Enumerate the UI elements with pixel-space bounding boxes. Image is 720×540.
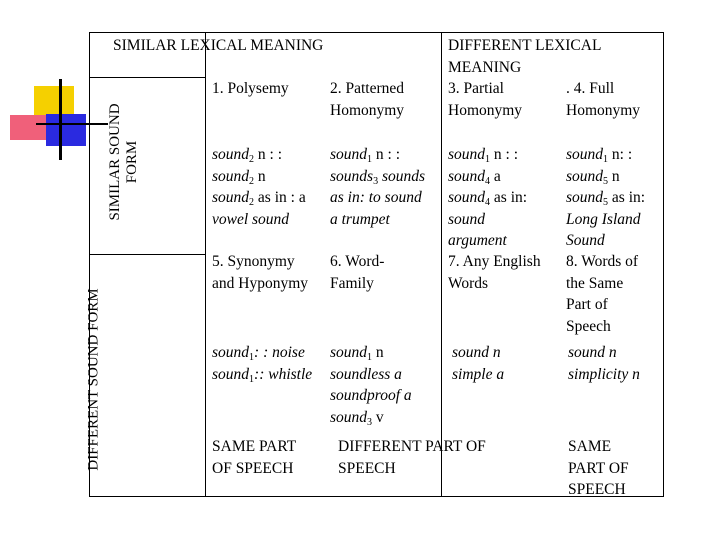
decorative-pink-square	[10, 115, 50, 140]
example-synonymy: sound$_1$: : noise sound$_1$:: whistle	[212, 344, 313, 385]
category-patterned-homonymy: 2. Patterned Homonymy	[330, 80, 405, 119]
example-words-same-part: sound n simplicity n	[568, 344, 640, 383]
category-same-part-of-speech: 8. Words of the Same Part of Speech	[566, 253, 639, 335]
decorative-horizontal-rule	[36, 123, 108, 125]
category-any-english-words: 7. Any English Words	[448, 253, 541, 292]
category-polysemy: 1. Polysemy	[212, 80, 289, 97]
example-polysemy: sound$_2$ n : : sound$_2$ n sound$_2$ as in : a vowel sound	[212, 146, 306, 228]
example-any-english-words: sound n simple a	[452, 344, 505, 383]
footer-different-part-of-speech: DIFFERENT PART OF SPEECH	[338, 438, 486, 477]
example-patterned-homonymy: sound$_1$ n : : sounds$_3$ sounds as in: to sound a trumpet	[330, 146, 426, 228]
example-partial-homonymy: sound$_1$ n : : sound$_4$ a sound$_4$ as in: sound argument	[448, 146, 528, 250]
category-partial-homonymy: 3. Partial Homonymy	[448, 80, 523, 119]
footer-same-part-of-speech-right: SAME PART OF SPEECH	[568, 438, 629, 499]
row-header-similar-form: SIMILAR SOUND FORM	[107, 103, 140, 221]
row-header-different-form: DIFFERENT SOUND FORM	[85, 288, 102, 471]
decorative-blue-square	[46, 114, 86, 146]
header-different-meaning: DIFFERENT LEXICAL MEANING	[448, 37, 602, 76]
category-synonymy-hyponymy: 5. Synonymy and Hyponymy	[212, 253, 309, 292]
category-word-family: 6. Word- Family	[330, 253, 385, 292]
example-full-homonymy: sound$_1$ n: : sound$_5$ n sound$_5$ as in: Long Island Sound	[566, 146, 646, 250]
footer-same-part-of-speech-left: SAME PART OF SPEECH	[212, 438, 297, 477]
example-word-family: sound$_1$ n soundless a soundproof a sound$_3$ v	[330, 344, 412, 428]
header-similar-meaning: SIMILAR LEXICAL MEANING	[113, 37, 324, 54]
category-full-homonymy: . 4. Full Homonymy	[566, 80, 641, 119]
